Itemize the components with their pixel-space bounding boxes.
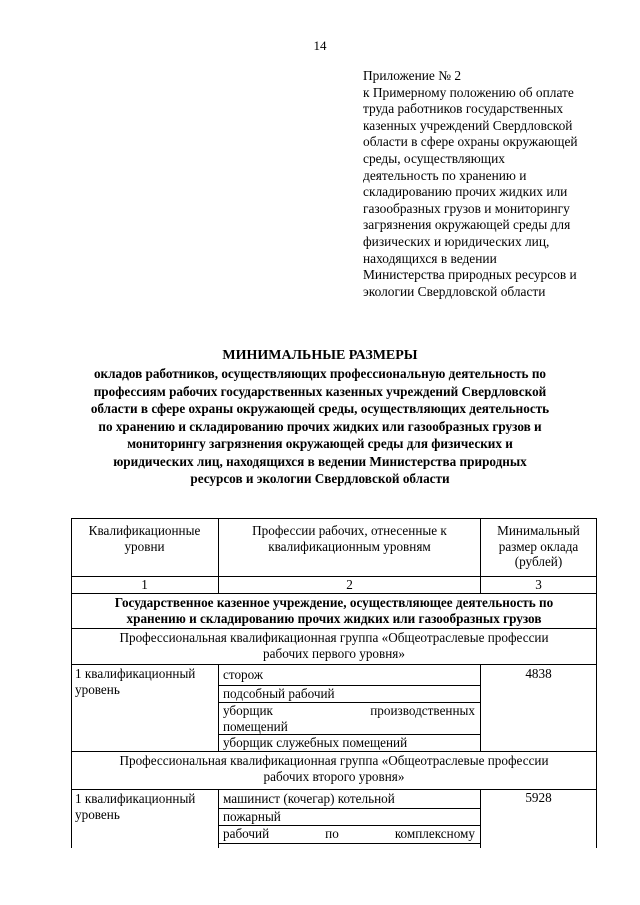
salary-table xyxy=(71,518,597,848)
header-qualification-levels: Квалификационные уровни xyxy=(88,523,201,554)
appendix-line: загрязнения окружающей среды для xyxy=(363,217,571,233)
header-professions: Профессии рабочих, отнесенные к квалификационным уровням xyxy=(252,523,447,554)
subtitle-line: ресурсов и экологии Свердловской области xyxy=(190,471,450,486)
profession: машинист (кочегар) котельной xyxy=(223,791,395,806)
profession: рабочий по комплексному xyxy=(223,826,475,841)
appendix-line: Министерства природных ресурсов и xyxy=(363,267,577,283)
appendix-line: казенных учреждений Свердловской xyxy=(363,117,573,133)
group-title: Профессиональная квалификационная группа «Общеотраслевые профессии рабочих первого уровня» xyxy=(119,630,549,661)
table-border xyxy=(218,843,480,844)
institution-name: Государственное казенное учреждение, осуществляющее деятельность по хранению и складированию прочих жидких или газообразных грузов xyxy=(114,595,554,626)
appendix-line: экологии Свердловской области xyxy=(363,283,546,299)
column-number: 3 xyxy=(535,577,542,592)
page-number: 14 xyxy=(313,38,327,53)
header-min-salary: Минимальный размер оклада (рублей) xyxy=(497,523,580,569)
table-border xyxy=(596,518,597,848)
appendix-line: деятельность по хранению и xyxy=(363,167,527,183)
column-number: 2 xyxy=(346,577,353,592)
document-subtitle xyxy=(0,365,640,488)
profession: подсобный рабочий xyxy=(223,686,335,701)
profession: сторож xyxy=(223,667,264,682)
group-title: Профессиональная квалификационная группа «Общеотраслевые профессии рабочих второго уровня» xyxy=(119,753,549,784)
appendix-line: газообразных грузов и мониторингу xyxy=(363,200,570,216)
column-number: 1 xyxy=(141,577,148,592)
table-border xyxy=(71,751,597,752)
subtitle-line: профессиям рабочих государственных казенных учреждений Свердловской xyxy=(93,383,547,399)
table-border xyxy=(71,518,597,519)
subtitle-line: окладов работников, осуществляющих профессиональную деятельность по xyxy=(93,366,547,381)
qualification-level: 1 квалификационный уровень xyxy=(75,666,196,697)
document-heading xyxy=(0,347,640,488)
table-border xyxy=(71,664,597,665)
table-border xyxy=(71,518,72,848)
salary-value: 4838 xyxy=(525,666,552,681)
appendix-line: складированию прочих жидких или xyxy=(363,184,568,200)
appendix-line: находящихся в ведении xyxy=(363,250,497,266)
subtitle-line: мониторингу загрязнения окружающей среды для физических и xyxy=(127,436,513,451)
qualification-level: 1 квалификационный уровень xyxy=(75,791,196,822)
table-border xyxy=(71,593,597,594)
subtitle-line: по хранению и складированию прочих жидких или газообразных грузов и xyxy=(98,418,542,434)
subtitle-line: юридических лиц, находящихся в ведении Министерства природных xyxy=(113,453,527,469)
appendix-line: области в сфере охраны окружающей xyxy=(363,134,578,150)
profession: уборщик производственных помещений xyxy=(223,703,475,734)
appendix-note xyxy=(363,68,613,300)
appendix-line: Приложение № 2 xyxy=(363,68,462,83)
subtitle-line: области в сфере охраны окружающей среды, осуществляющих деятельность xyxy=(90,401,550,416)
table-border xyxy=(71,628,597,629)
appendix-line: к Примерному положению об оплате xyxy=(363,84,574,100)
document-title: МИНИМАЛЬНЫЕ РАЗМЕРЫ xyxy=(222,348,418,363)
profession: пожарный xyxy=(223,809,281,824)
table-border xyxy=(218,664,219,752)
appendix-line: физических и юридических лиц, xyxy=(363,233,550,249)
appendix-line: среды, осуществляющих xyxy=(363,150,505,166)
appendix-line: труда работников государственных xyxy=(363,101,564,117)
table-border xyxy=(218,789,219,848)
profession: уборщик служебных помещений xyxy=(223,735,408,750)
salary-value: 5928 xyxy=(525,790,552,805)
